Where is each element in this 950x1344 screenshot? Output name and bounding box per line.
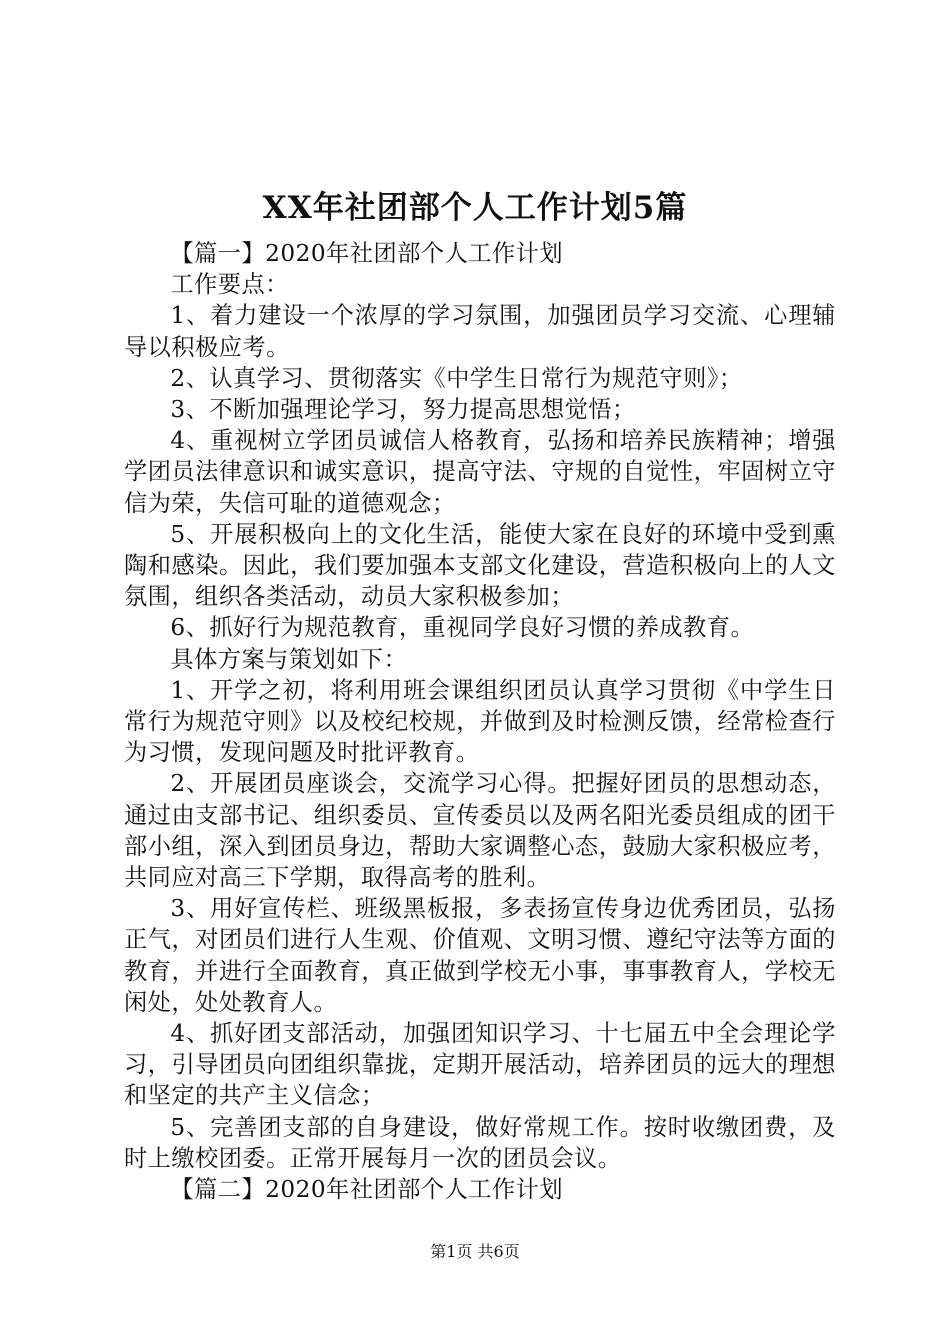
paragraph: 3、用好宣传栏、班级黑板报，多表扬宣传身边优秀团员，弘扬正气，对团员们进行人生观、价值观、文明习惯、遵纪守法等方面的教育，并进行全面教育，真正做到学校无小事，事事教育人，学校无闲处，处处教育人。 [124, 895, 836, 1016]
paragraph: 2、认真学习、贯彻落实《中学生日常行为规范守则》； [170, 364, 743, 392]
paragraph: 3、不断加强理论学习，努力提高思想觉悟； [170, 396, 636, 424]
paragraph: 5、开展积极向上的文化生活，能使大家在良好的环境中受到熏陶和感染。因此，我们要加强本支部文化建设，营造积极向上的人文氛围，组织各类活动，动员大家积极参加； [124, 520, 836, 611]
paragraph: 2、开展团员座谈会，交流学习心得。把握好团员的思想动态，通过由支部书记、组织委员、宣传委员以及两名阳光委员组成的团干部小组，深入到团员身边，帮助大家调整心态，鼓励大家积极应考，共同应对高三下学期，取得高考的胜利。 [124, 770, 836, 892]
paragraph: 1、开学之初，将利用班会课组织团员认真学习贯彻《中学生日常行为规范守则》以及校纪校规，并做到及时检测反馈，经常检查行为习惯，发现问题及时批评教育。 [124, 676, 836, 767]
paragraph: 6、抓好行为规范教育，重视同学良好习惯的养成教育。 [170, 614, 755, 642]
subheading: 具体方案与策划如下： [170, 645, 408, 673]
subheading: 工作要点： [170, 271, 289, 299]
paragraph: 4、重视树立学团员诚信人格教育，弘扬和培养民族精神；增强学团员法律意识和诚实意识，提高守法、守规的自觉性，牢固树立守信为荣，失信可耻的道德观念； [124, 427, 836, 517]
document-body [124, 238, 836, 1205]
section-heading: 【篇一】2020年社团部个人工作计划 [170, 240, 564, 267]
paragraph: 4、抓好团支部活动，加强团知识学习、十七届五中全会理论学习，引导团员向团组织靠拢，定期开展活动，培养团员的远大的理想和坚定的共产主义信念； [124, 1020, 836, 1110]
page-title: XX年社团部个人工作计划5篇 [262, 190, 688, 226]
section-heading: 【篇二】2020年社团部个人工作计划 [170, 1176, 564, 1204]
paragraph: 5、完善团支部的自身建设，做好常规工作。按时收缴团费，及时上缴校团委。正常开展每月一次的团员会议。 [124, 1113, 836, 1172]
paragraph: 1、着力建设一个浓厚的学习氛围，加强团员学习交流、心理辅导以积极应考。 [124, 302, 836, 361]
page-footer: 第1页 共6页 [430, 1242, 520, 1261]
